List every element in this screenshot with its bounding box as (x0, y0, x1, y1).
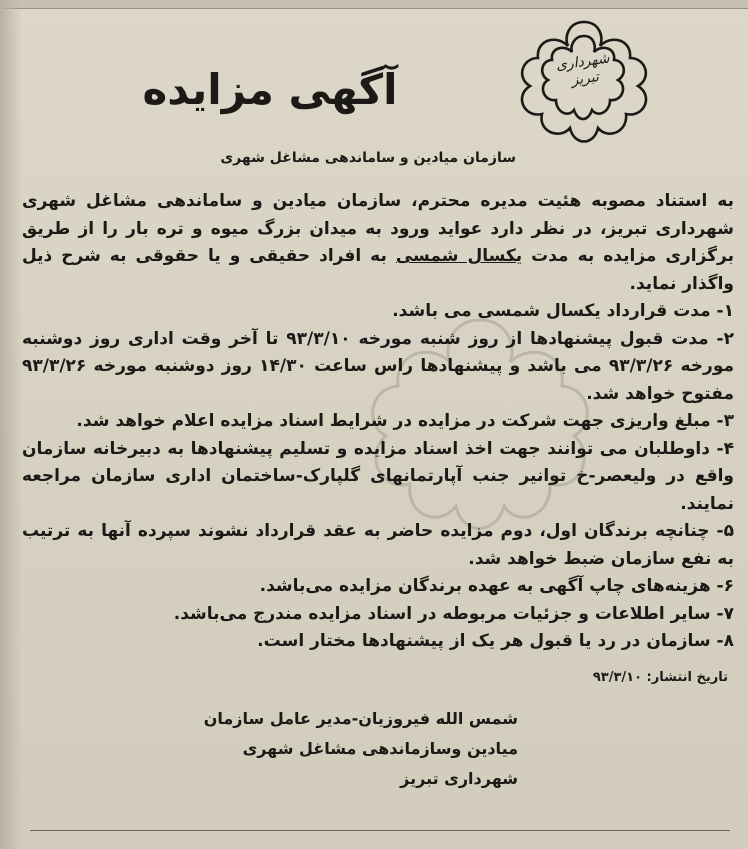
list-item: ۵- چنانچه برندگان اول، دوم مزایده حاضر به عقد قرارداد نشوند سپرده آنها به ترتیب به نفع سازمان ضبط خواهد شد. (22, 521, 734, 569)
signature-line-2: میادین وسازماندهی مشاغل شهری (242, 739, 518, 758)
bottom-divider (30, 830, 730, 831)
page-edge-shadow (0, 0, 22, 849)
organization-subtitle: سازمان میادین و ساماندهی مشاغل شهری (220, 150, 516, 166)
page-title: آگهی مزایده (142, 65, 398, 114)
list-item: ۳- مبلغ واریزی جهت شرکت در مزایده در شرایط اسناد مزایده اعلام خواهد شد. (76, 411, 734, 431)
tabriz-municipality-logo (508, 12, 660, 150)
list-item: ۸- سازمان در رد یا قبول هر یک از پیشنهادها مختار است. (257, 631, 734, 651)
intro-underlined-term: یکسال شمسی (395, 246, 523, 266)
top-border (0, 0, 748, 9)
intro-text-part-1: به استناد مصوبه هئیت مدیره محترم، سازمان میادین و ساماندهی مشاغل شهری شهرداری تبریز، در نظر دارد عواید ورود به میدان بزرگ میوه و تره بار را از طریق برگزاری مزایده به مدت (22, 191, 735, 266)
conditions-list (22, 298, 734, 656)
announcement-body (22, 188, 734, 656)
signature-block (188, 704, 518, 794)
list-item: ۱- مدت قرارداد یکسال شمسی می باشد. (392, 301, 734, 321)
signature-line-3: شهرداری تبریز (400, 769, 518, 788)
logo-text-line-2: تبریز (570, 69, 600, 89)
logo-text-line-1: شهرداری (555, 50, 611, 74)
list-item: ۲- مدت قبول پیشنهادها از روز شنبه مورخه ۹۳/۳/۱۰ تا آخر وقت اداری روز دوشنبه مورخه ۹۳/۳/۲۶ می باشد و پیشنهادها راس ساعت ۱۴/۳۰ روز دوشنبه مورخه ۹۳/۳/۲۶ مفتوح خواهد شد. (22, 328, 734, 404)
signature-line-1: شمس الله فیروزیان-مدیر عامل سازمان (203, 709, 518, 728)
list-item: ۷- سایر اطلاعات و جزئیات مربوطه در اسناد مزایده مندرج می‌باشد. (173, 603, 734, 624)
list-item: ۴- داوطلبان می توانند جهت اخذ اسناد مزایده و تسلیم پیشنهادها به دبیرخانه سازمان واقع در ولیعصر-خ توانیر جنب آپارتمانهای گلپارک-ساختمان اداری سازمان مراجعه نمایند. (22, 438, 734, 514)
list-item: ۶- هزینه‌های چاپ آگهی به عهده برندگان مزایده می‌باشد. (259, 576, 734, 596)
publication-date: تاریخ انتشار: ۹۳/۳/۱۰ (592, 670, 728, 685)
intro-text-part-2: به افراد حقیقی و یا حقوقی به شرح ذیل واگذار نماید. (22, 246, 734, 294)
intro-paragraph (22, 188, 734, 298)
